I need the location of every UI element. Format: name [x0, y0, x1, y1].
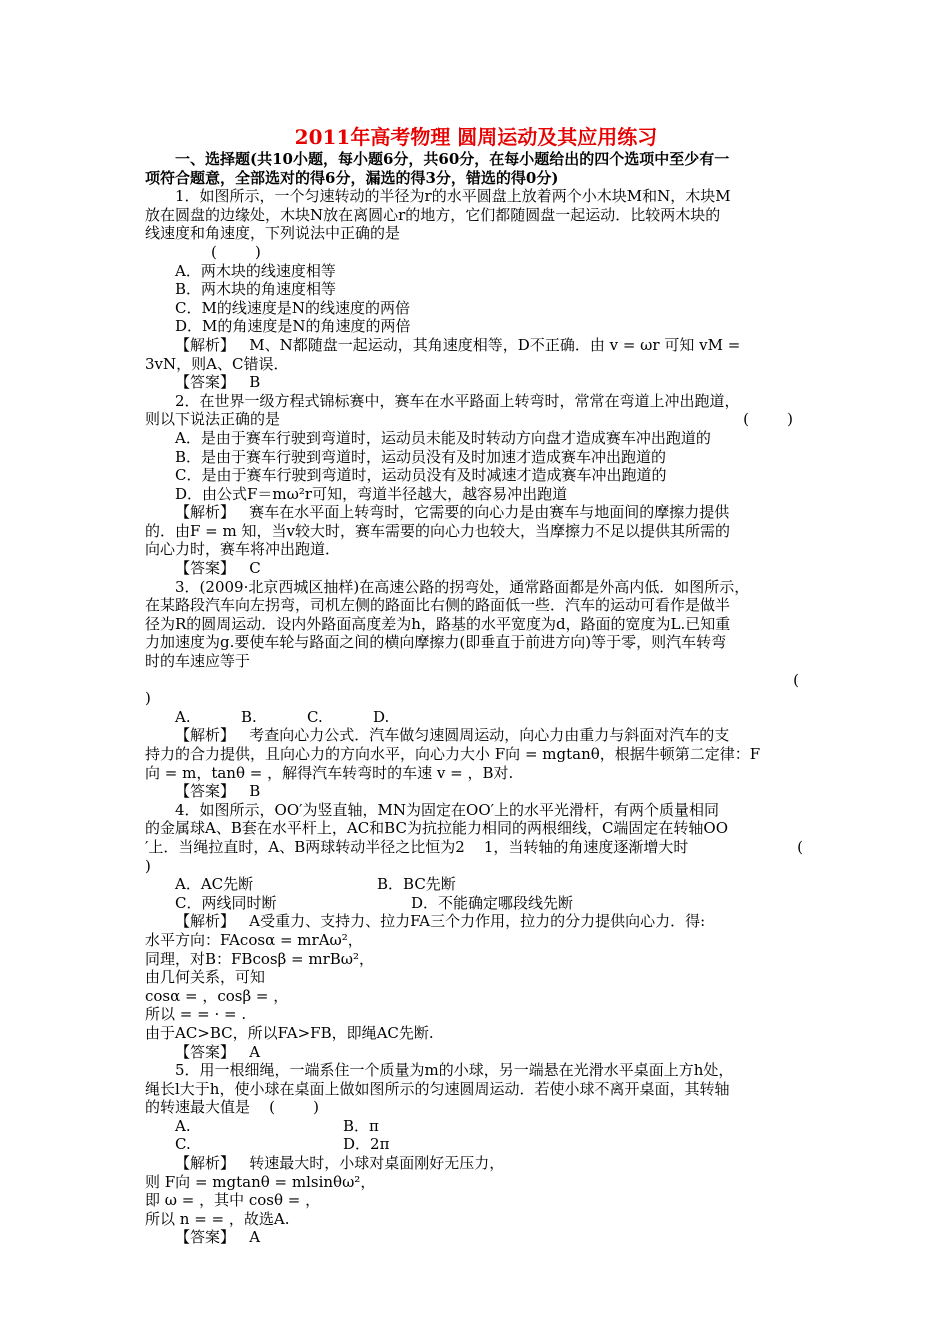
- section-heading: 一、选择题(共10小题，每小题6分，共60分，在每小题给出的四个选项中至少有一: [175, 150, 730, 168]
- q1-stem: 放在圆盘的边缘处，木块N放在离圆心r的地方，它们都随圆盘一起运动．比较两木块的: [145, 205, 721, 224]
- q3-answer-blank-open: (: [793, 670, 799, 689]
- q1-option-d: D．M的角速度是N的角速度的两倍: [175, 317, 411, 336]
- q2-stem: 2．在世界一级方程式锦标赛中，赛车在水平路面上转弯时，常常在弯道上冲出跑道，: [175, 391, 740, 410]
- document-page: [145, 124, 807, 1247]
- q1-analysis: 【解析】 M、N都随盘一起运动，其角速度相等，D不正确．由 v = ωr 可知 vM =: [175, 335, 741, 354]
- q3-stem: 在某路段汽车向左拐弯，司机左侧的路面比右侧的路面低一些．汽车的运动可看作是做半: [145, 596, 731, 615]
- q5-stem: 的转速最大值是 ( ): [145, 1098, 319, 1117]
- q4-analysis: 水平方向：FAcosα = mrAω²，: [145, 930, 363, 949]
- q2-option-b: B．是由于赛车行驶到弯道时，运动员没有及时加速才造成赛车冲出跑道的: [175, 447, 667, 466]
- q1-analysis: 3vN，则A、C错误．: [145, 354, 289, 373]
- q2-answer-blank: ( ): [743, 410, 793, 429]
- q5-analysis: 则 F向 = mgtanθ = mlsinθω²，: [145, 1172, 376, 1191]
- q3-analysis: 【解析】 考查向心力公式．汽车做匀速圆周运动，向心力由重力与斜面对汽车的支: [175, 726, 730, 745]
- q5-stem: 5．用一根细绳，一端系住一个质量为m的小球，另一端悬在光滑水平桌面上方h处，: [175, 1061, 734, 1080]
- q3-option-d: D.: [373, 707, 390, 726]
- q3-stem: 3．(2009·北京西城区抽样)在高速公路的拐弯处，通常路面都是外高内低．如图所示，: [175, 577, 750, 596]
- q4-analysis: 所以 = = · = .: [145, 1005, 247, 1024]
- q3-stem: 径为R的圆周运动．设内外路面高度差为h，路基的水平宽度为d，路面的宽度为L.已知重: [145, 614, 731, 633]
- q1-option-b: B．两木块的角速度相等: [175, 280, 337, 299]
- q2-stem: 则以下说法正确的是: [145, 410, 281, 429]
- q3-answer-blank-close: ): [145, 689, 151, 708]
- q4-answer: 【答案】 A: [175, 1042, 261, 1061]
- q5-analysis: 【解析】 转速最大时，小球对桌面刚好无压力，: [175, 1154, 505, 1173]
- q2-analysis: 的．由F = m 知，当v较大时，赛车需要的向心力也较大，当摩擦力不足以提供其所需的: [145, 521, 730, 540]
- q4-stem-row: [145, 838, 807, 857]
- q4-analysis: 同理，对B：FBcosβ = mrBω²，: [145, 949, 375, 968]
- q3-option-c: C.: [307, 707, 323, 726]
- q2-stem-row: [145, 410, 807, 429]
- q4-analysis: cosα = ，cosβ = ，: [145, 986, 289, 1005]
- q3-stem: 力加速度为g.要使车轮与路面之间的横向摩擦力(即垂直于前进方向)等于零，则汽车转弯: [145, 633, 727, 652]
- q1-option-a: A．两木块的线速度相等: [175, 261, 336, 280]
- q4-answer-blank-open: (: [797, 837, 803, 856]
- q4-analysis: 【解析】 A受重力、支持力、拉力FA三个力作用，拉力的分力提供向心力．得:: [175, 912, 706, 931]
- q5-option-c: C.: [175, 1135, 191, 1154]
- q3-option-a: A.: [175, 707, 191, 726]
- q4-option-b: B．BC先断: [377, 875, 456, 894]
- q4-answer-blank-close: ): [145, 856, 151, 875]
- q3-answer: 【答案】 B: [175, 782, 261, 801]
- q5-answer: 【答案】 A: [175, 1228, 261, 1247]
- q4-stem: 4．如图所示，OO′为竖直轴，MN为固定在OO′上的水平光滑杆，有两个质量相同: [175, 800, 720, 819]
- q1-answer-blank: ( ): [211, 242, 261, 261]
- q4-option-d: D．不能确定哪段线先断: [411, 893, 574, 912]
- q3-stem: 时的车速应等于: [145, 652, 251, 671]
- q2-analysis: 向心力时，赛车将冲出跑道．: [145, 540, 341, 559]
- q2-option-d: D．由公式F＝mω²r可知，弯道半径越大，越容易冲出跑道: [175, 484, 568, 503]
- q4-option-c: C．两线同时断: [175, 893, 277, 912]
- q4-option-a: A．AC先断: [175, 875, 254, 894]
- q2-option-a: A．是由于赛车行驶到弯道时，运动员未能及时转动方向盘才造成赛车冲出跑道的: [175, 428, 711, 447]
- q5-options-row1: [145, 1117, 807, 1136]
- q1-answer: 【答案】 B: [175, 373, 261, 392]
- q4-analysis: 由于AC>BC，所以FA>FB，即绳AC先断.: [145, 1023, 434, 1042]
- page-title: 2011年高考物理 圆周运动及其应用练习: [294, 125, 658, 149]
- q5-stem: 绳长l大于h，使小球在桌面上做如图所示的匀速圆周运动．若使小球不离开桌面，其转轴: [145, 1079, 730, 1098]
- q5-options-row2: [145, 1135, 807, 1154]
- q4-analysis: 由几何关系，可知: [145, 968, 266, 987]
- q4-stem: 的金属球A、B套在水平杆上，AC和BC为抗拉能力相同的两根细线，C端固定在转轴OO: [145, 819, 729, 838]
- q2-option-c: C．是由于赛车行驶到弯道时，运动员没有及时减速才造成赛车冲出跑道的: [175, 466, 667, 485]
- q5-option-a: A.: [175, 1116, 191, 1135]
- q2-answer: 【答案】 C: [175, 559, 261, 578]
- q3-option-b: B.: [241, 707, 257, 726]
- q3-analysis: 持力的合力提供，且向心力的方向水平，向心力大小 F向 = mgtanθ，根据牛顿第二定律：F: [145, 745, 761, 763]
- q1-stem: 1．如图所示，一个匀速转动的半径为r的水平圆盘上放着两个小木块M和N，木块M: [175, 187, 731, 206]
- q4-stem: ′上．当绳拉直时，A、B两球转动半径之比恒为2 1，当转轴的角速度逐渐增大时: [145, 837, 689, 856]
- q4-options-row1: [145, 875, 807, 894]
- q1-stem: 线速度和角速度，下列说法中正确的是: [145, 224, 401, 243]
- q4-options-row2: [145, 894, 807, 913]
- q1-option-c: C．M的线速度是N的线速度的两倍: [175, 298, 410, 317]
- q3-options: [145, 708, 807, 727]
- section-heading-cont: 项符合题意，全部选对的得6分，漏选的得3分，错选的得0分): [145, 168, 559, 187]
- q2-analysis: 【解析】 赛车在水平面上转弯时，它需要的向心力是由赛车与地面间的摩擦力提供: [175, 503, 730, 522]
- q5-analysis: 所以 n = = ，故选A.: [145, 1209, 290, 1228]
- q5-option-b: B．π: [343, 1116, 379, 1135]
- q5-option-d: D．2π: [343, 1135, 390, 1154]
- q5-analysis: 即 ω = ，其中 cosθ = ，: [145, 1191, 321, 1210]
- q3-analysis: 向 = m，tanθ = ，解得汽车转弯时的车速 v = ，B对.: [145, 763, 514, 782]
